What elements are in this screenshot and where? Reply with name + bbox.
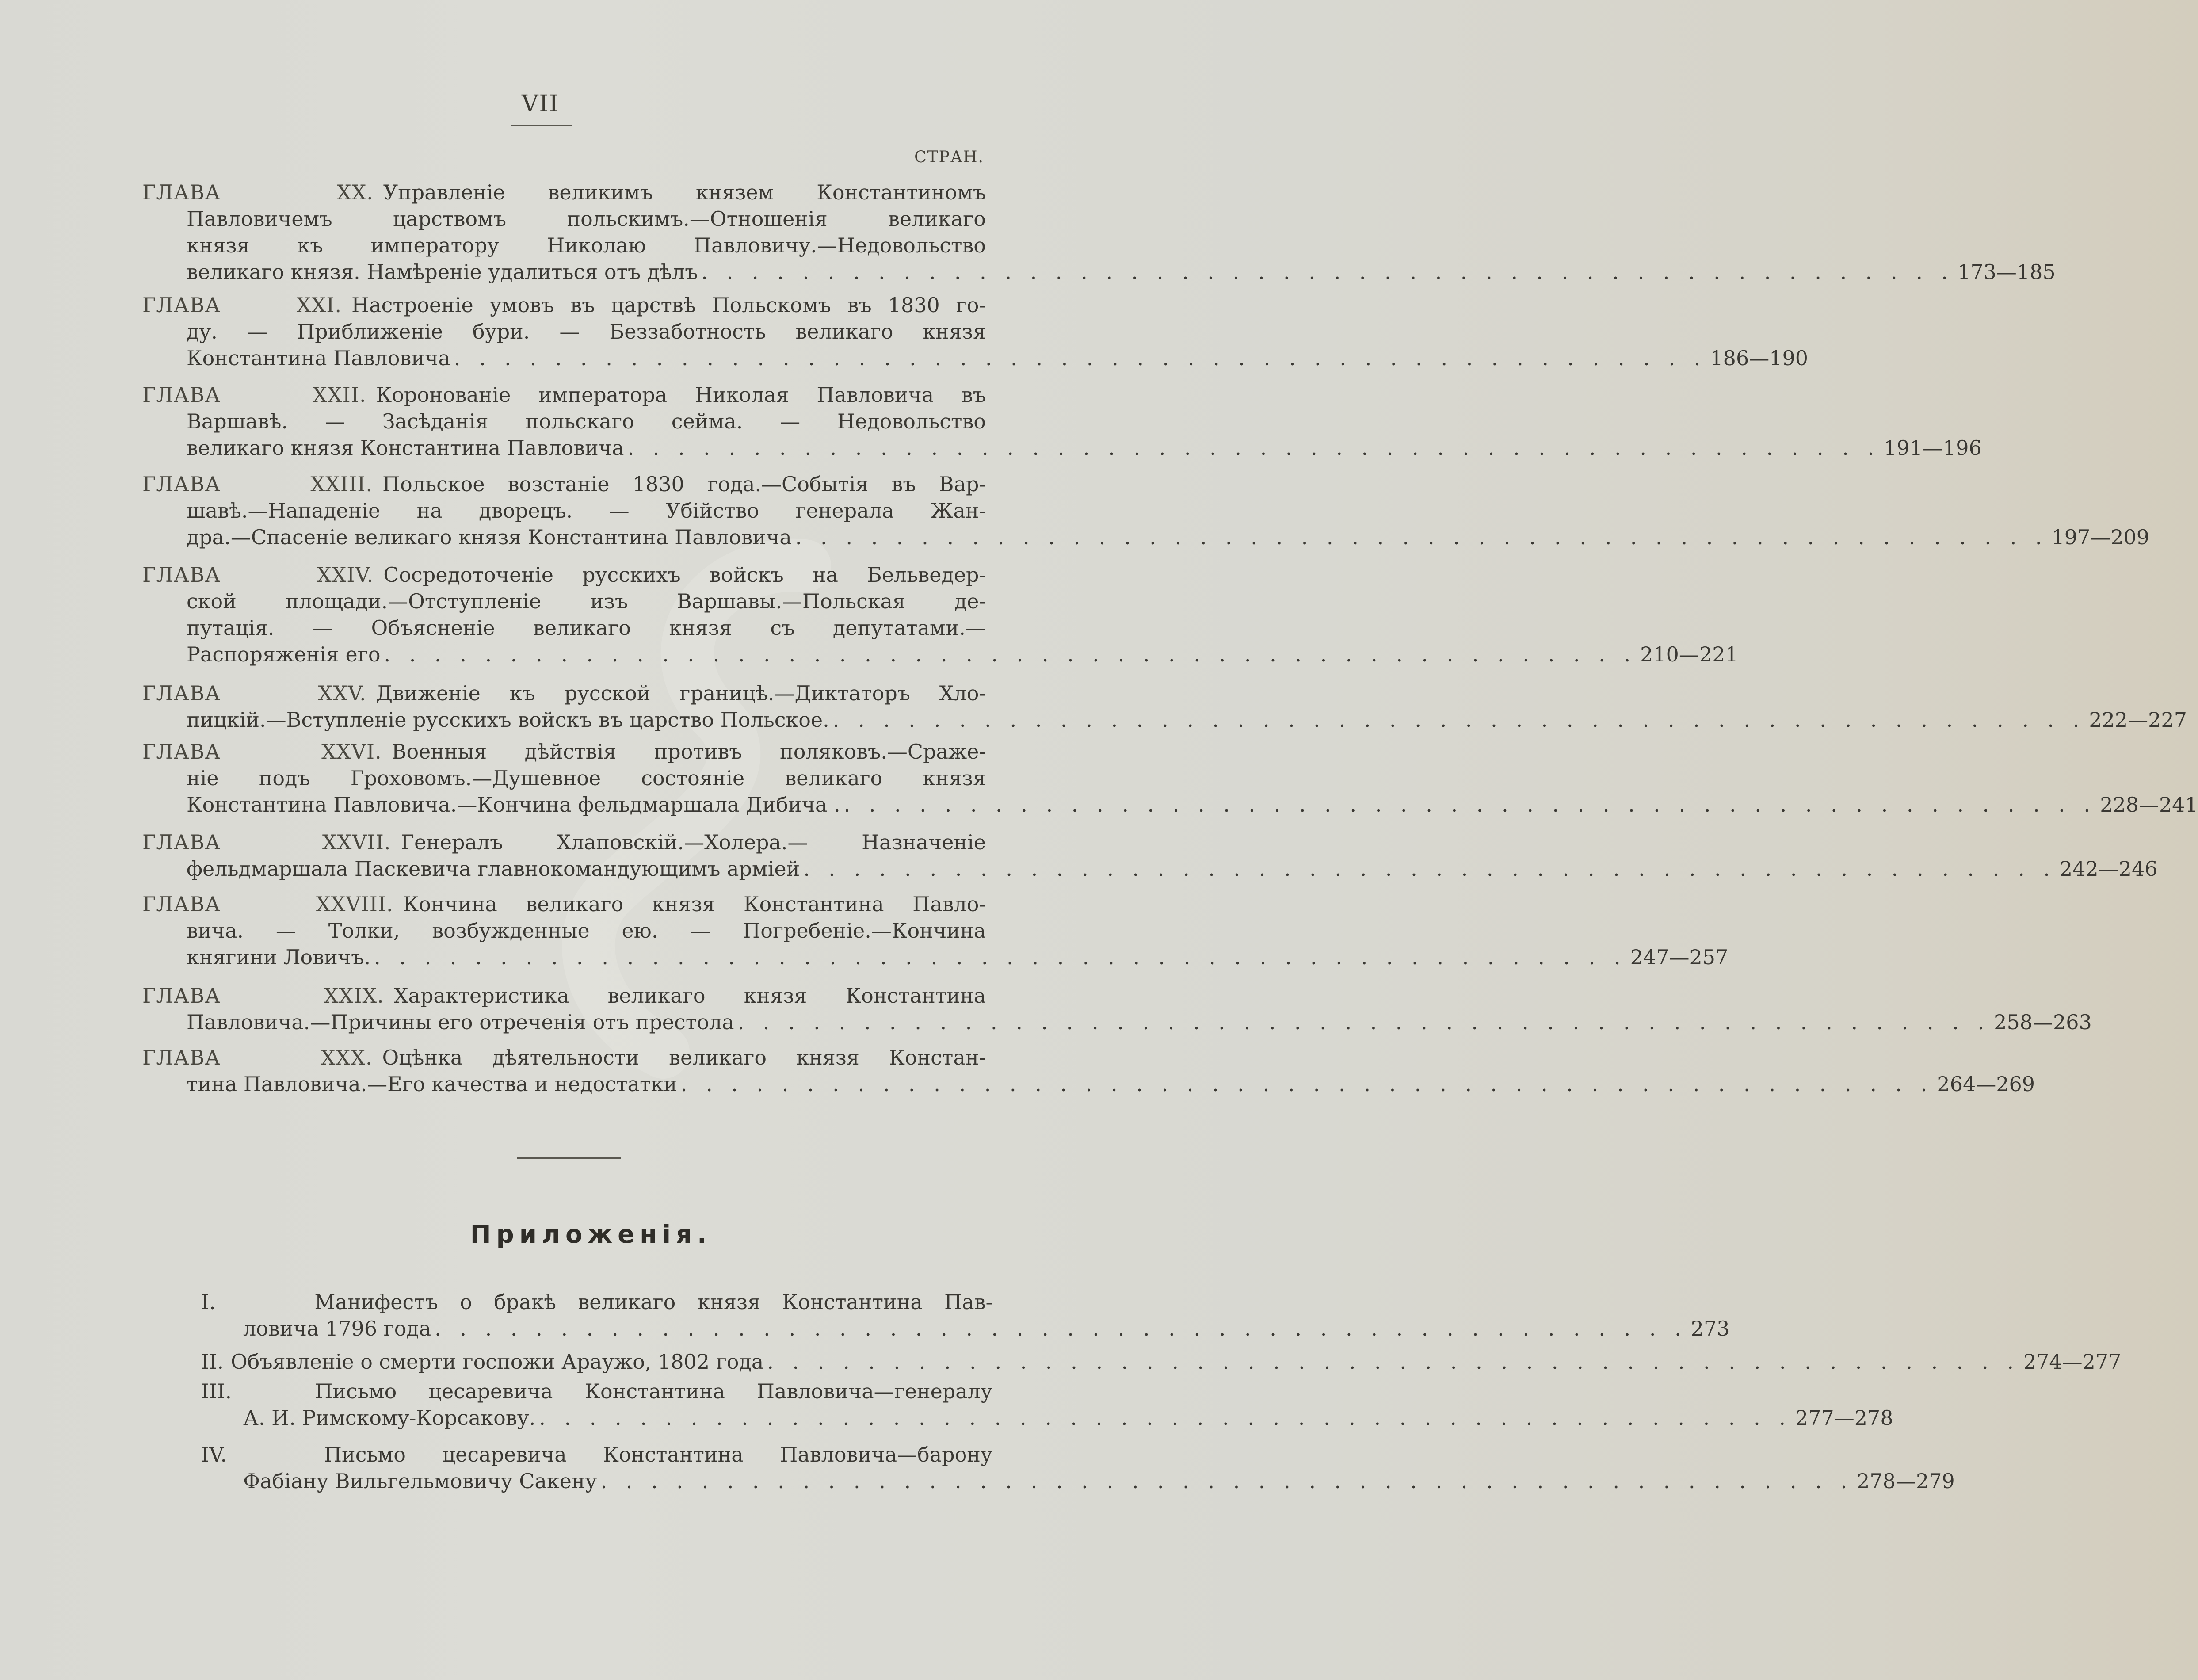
chapter-title-text: великаго князя. Намѣреніе удалиться отъ дѣлъ: [187, 260, 698, 284]
chapter-title-text: Кончина великаго князя Константина Павло-: [403, 892, 986, 916]
chapter-label: ГЛАВА XXII.: [142, 383, 366, 407]
appendix-entry-line: [201, 1405, 1893, 1431]
toc-entry-line: [142, 891, 986, 917]
toc-entry-line: [142, 765, 986, 791]
toc-entry[interactable]: [142, 982, 2092, 1035]
toc-entry-line: [142, 1009, 2092, 1035]
toc-entry[interactable]: [142, 561, 1738, 668]
dot-leader: . . . . . . . . . . . . . . . . . . . . . . . . . . . . . . . . . . . . . . . . . . . . . . . . . .: [539, 1406, 1792, 1430]
toc-entry-line: [142, 435, 1982, 461]
page-range: 173—185: [1958, 260, 2056, 284]
pages-column-label: СТРАН.: [914, 148, 984, 166]
chapter-label: ГЛАВА XXVI.: [142, 740, 382, 764]
chapter-title-text: князя къ императору Николаю Павловичу.—Недовольство: [187, 233, 986, 257]
toc-entry-line: [142, 615, 986, 641]
chapter-title-text: великаго князя Константина Павловича: [187, 436, 624, 460]
chapter-title-text: ду. — Приближеніе бури. — Беззаботность великаго князя: [187, 320, 986, 344]
chapter-title-text: тина Павловича.—Его качества и недостатки: [187, 1072, 677, 1096]
page-range: 273: [1690, 1317, 1730, 1340]
dot-leader: . . . . . . . . . . . . . . . . . . . . . . . . . . . . . . . . . . . . . . . . . . . . . . . . . .: [627, 436, 1881, 460]
toc-entry-line: [142, 1044, 986, 1071]
page-range: 258—263: [1994, 1010, 2092, 1034]
toc-entry[interactable]: [142, 829, 2158, 882]
toc-entry[interactable]: [142, 891, 1729, 970]
appendix-title-text: Письмо цесаревича Константина Павловича—барону: [324, 1443, 993, 1466]
chapter-title-text: фельдмаршала Паскевича главнокомандующимъ арміей: [187, 857, 800, 881]
page-range: 228—241: [2100, 793, 2198, 817]
chapter-label: ГЛАВА XXV.: [142, 681, 366, 705]
chapter-title-text: Движеніе къ русской границѣ.—Диктаторъ Хло-: [376, 681, 986, 705]
dot-leader: . . . . . . . . . . . . . . . . . . . . . . . . . . . . . . . . . . . . . . . . . . . . . . . . . .: [435, 1317, 1687, 1340]
chapter-title-text: Польское возстаніе 1830 года.—Событія въ Вар-: [382, 472, 986, 496]
appendix-entry[interactable]: [201, 1378, 1893, 1431]
chapter-title-text: Константина Павловича.—Кончина фельдмаршала Дибича .: [187, 793, 840, 817]
toc-entry[interactable]: [142, 471, 2150, 550]
toc-entry-line: [142, 206, 986, 232]
appendix-title-text: Письмо цесаревича Константина Павловича—генералу: [315, 1379, 993, 1403]
toc-entry-line: [142, 471, 986, 497]
chapter-title-text: Настроеніе умовъ въ царствѣ Польскомъ въ 1830 го-: [351, 293, 986, 317]
dot-leader: . . . . . . . . . . . . . . . . . . . . . . . . . . . . . . . . . . . . . . . . . . . . . . . . . .: [832, 708, 2086, 732]
chapter-title-text: княгини Ловичъ.: [187, 945, 371, 969]
dot-leader: . . . . . . . . . . . . . . . . . . . . . . . . . . . . . . . . . . . . . . . . . . . . . . . . . .: [795, 525, 2048, 549]
dot-leader: . . . . . . . . . . . . . . . . . . . . . . . . . . . . . . . . . . . . . . . . . . . . . . . . . .: [803, 857, 2056, 881]
toc-entry-line: [142, 318, 986, 345]
toc-entry-line: [142, 738, 986, 765]
chapter-title-text: шавѣ.—Нападеніе на дворецъ. — Убійство генерала Жан-: [187, 499, 986, 523]
chapter-title-text: Распоряженія его: [187, 642, 381, 666]
chapter-title-text: ской площади.—Отступленіе изъ Варшавы.—Польская де-: [187, 589, 986, 613]
appendix-entry[interactable]: [201, 1441, 1955, 1494]
toc-entry-line: [142, 829, 986, 855]
toc-entry-line: [142, 561, 986, 588]
chapter-label: ГЛАВА XXIX.: [142, 984, 384, 1008]
dot-leader: . . . . . . . . . . . . . . . . . . . . . . . . . . . . . . . . . . . . . . . . . . . . . . . . . .: [737, 1010, 1991, 1034]
toc-entry-line: [142, 259, 2056, 285]
appendix-entry-line: [201, 1315, 1730, 1342]
dot-leader: . . . . . . . . . . . . . . . . . . . . . . . . . . . . . . . . . . . . . . . . . . . . . . . . . .: [384, 642, 1637, 666]
toc-entry-line: [142, 588, 986, 615]
toc-entry-line: [142, 524, 2150, 550]
appendix-title-text: Манифестъ о бракѣ великаго князя Константина Пав-: [314, 1290, 993, 1314]
page-range: 210—221: [1640, 642, 1738, 666]
page-range: 274—277: [2023, 1350, 2122, 1374]
toc-entry-line: [142, 1071, 2035, 1097]
appendix-entry-line: [201, 1468, 1955, 1494]
toc-entry-line: [142, 706, 2187, 733]
chapter-label: ГЛАВА XXIV.: [142, 563, 374, 587]
dot-leader: . . . . . . . . . . . . . . . . . . . . . . . . . . . . . . . . . . . . . . . . . . . . . . . . . .: [374, 945, 1627, 969]
dot-leader: . . . . . . . . . . . . . . . . . . . . . . . . . . . . . . . . . . . . . . . . . . . . . . . . . .: [767, 1350, 2020, 1374]
toc-entry[interactable]: [142, 179, 2056, 285]
section-divider: [517, 1157, 621, 1159]
dot-leader: . . . . . . . . . . . . . . . . . . . . . . . . . . . . . . . . . . . . . . . . . . . . . . . . . .: [701, 260, 1954, 284]
appendix-entry-line: [201, 1441, 992, 1468]
appendix-entry[interactable]: [201, 1289, 1730, 1342]
page-range: 278—279: [1857, 1469, 1955, 1493]
toc-entry-line: [142, 345, 1809, 371]
toc-entry-line: [142, 855, 2158, 882]
chapter-title-text: Павловича.—Причины его отреченія отъ престола: [187, 1010, 734, 1034]
toc-entry-line: [142, 641, 1738, 668]
toc-entry-line: [142, 408, 986, 435]
chapter-label: ГЛАВА XXI.: [142, 293, 342, 317]
page-range: 186—190: [1710, 346, 1809, 370]
chapter-title-text: путація. — Объясненіе великаго князя съ депутатами.—: [187, 616, 986, 640]
appendix-title-text: Фабіану Вильгельмовичу Сакену: [243, 1469, 597, 1493]
toc-entry[interactable]: [142, 382, 1982, 461]
toc-entry-line: [142, 791, 2198, 818]
chapter-label: ГЛАВА XX.: [142, 180, 374, 204]
toc-entry-line: [142, 232, 986, 259]
chapter-title-text: Военныя дѣйствія противъ поляковъ.—Сраже-: [391, 740, 986, 764]
page-number: VII: [522, 91, 559, 117]
appendix-numeral: I.: [201, 1290, 216, 1314]
toc-entry[interactable]: [142, 680, 2187, 733]
chapter-label: ГЛАВА XXX.: [142, 1046, 373, 1069]
chapter-label: ГЛАВА XXIII.: [142, 472, 373, 496]
appendix-numeral: III.: [201, 1379, 232, 1403]
chapter-title-text: вича. — Толки, возбужденные ею. — Погребеніе.—Кончина: [187, 919, 986, 943]
page-range: 242—246: [2059, 857, 2158, 881]
appendix-entry-line: [201, 1289, 992, 1315]
appendix-entry-line: [201, 1378, 992, 1405]
page-range: 222—227: [2089, 708, 2187, 732]
page-range: 264—269: [1937, 1072, 2035, 1096]
appendix-numeral: II.: [201, 1350, 224, 1374]
chapter-label: ГЛАВА XXVII.: [142, 830, 391, 854]
chapter-title-text: Генералъ Хлаповскій.—Холера.— Назначеніе: [401, 830, 986, 854]
dot-leader: . . . . . . . . . . . . . . . . . . . . . . . . . . . . . . . . . . . . . . . . . . . . . . . . . .: [600, 1469, 1854, 1493]
chapter-title-text: Оцѣнка дѣятельности великаго князя Констан-: [382, 1046, 986, 1069]
toc-entry-line: [142, 982, 986, 1009]
dot-leader: . . . . . . . . . . . . . . . . . . . . . . . . . . . . . . . . . . . . . . . . . . . . . . . . . .: [454, 346, 1707, 370]
page-range: 247—257: [1630, 945, 1729, 969]
appendix-title-text: А. И. Римскому-Корсакову.: [243, 1406, 536, 1430]
toc-entry-line: [142, 179, 986, 206]
appendix-title-text: Объявленіе о смерти госпожи Араужо, 1802 года: [230, 1350, 764, 1374]
chapter-title-text: Варшавѣ. — Засѣданія польскаго сейма. — Недовольство: [187, 409, 986, 433]
header-rule: [511, 125, 572, 126]
chapter-title-text: ніе подъ Гроховомъ.—Душевное состояніе великаго князя: [187, 766, 986, 790]
appendix-title-text: ловича 1796 года: [243, 1317, 431, 1340]
chapter-title-text: Павловичемъ царствомъ польскимъ.—Отношенія великаго: [187, 207, 986, 231]
toc-entry-line: [142, 680, 986, 706]
chapter-title-text: Сосредоточеніе русскихъ войскъ на Бельведер-: [383, 563, 986, 587]
chapter-label: ГЛАВА XXVIII.: [142, 892, 393, 916]
chapter-title-text: Коронованіе императора Николая Павловича въ: [376, 383, 986, 407]
toc-entry[interactable]: [142, 292, 1809, 371]
appendices-title: Приложенія.: [470, 1220, 712, 1249]
toc-entry[interactable]: [142, 738, 2198, 818]
page-range: 277—278: [1795, 1406, 1893, 1430]
toc-entry-line: [142, 497, 986, 524]
chapter-title-text: пицкій.—Вступленіе русскихъ войскъ въ царство Польское.: [187, 708, 829, 732]
chapter-title-text: дра.—Спасеніе великаго князя Константина Павловича: [187, 525, 792, 549]
toc-entry-line: [142, 382, 986, 408]
toc-entry-line: [142, 917, 986, 944]
page-range: 191—196: [1884, 436, 1982, 460]
appendix-entry[interactable]: [201, 1348, 2122, 1375]
chapter-title-text: Характеристика великаго князя Константина: [393, 984, 986, 1008]
chapter-title-text: Константина Павловича: [187, 346, 450, 370]
toc-entry-line: [142, 944, 1729, 970]
toc-entry[interactable]: [142, 1044, 2035, 1097]
dot-leader: . . . . . . . . . . . . . . . . . . . . . . . . . . . . . . . . . . . . . . . . . . . . . . . . . .: [843, 793, 2097, 817]
appendix-entry-line: [201, 1348, 2122, 1375]
appendix-numeral: IV.: [201, 1443, 227, 1466]
dot-leader: . . . . . . . . . . . . . . . . . . . . . . . . . . . . . . . . . . . . . . . . . . . . . . . . . .: [680, 1072, 1934, 1096]
page-range: 197—209: [2051, 525, 2150, 549]
chapter-title-text: Управленіе великимъ князем Константиномъ: [383, 180, 986, 204]
toc-entry-line: [142, 292, 986, 318]
